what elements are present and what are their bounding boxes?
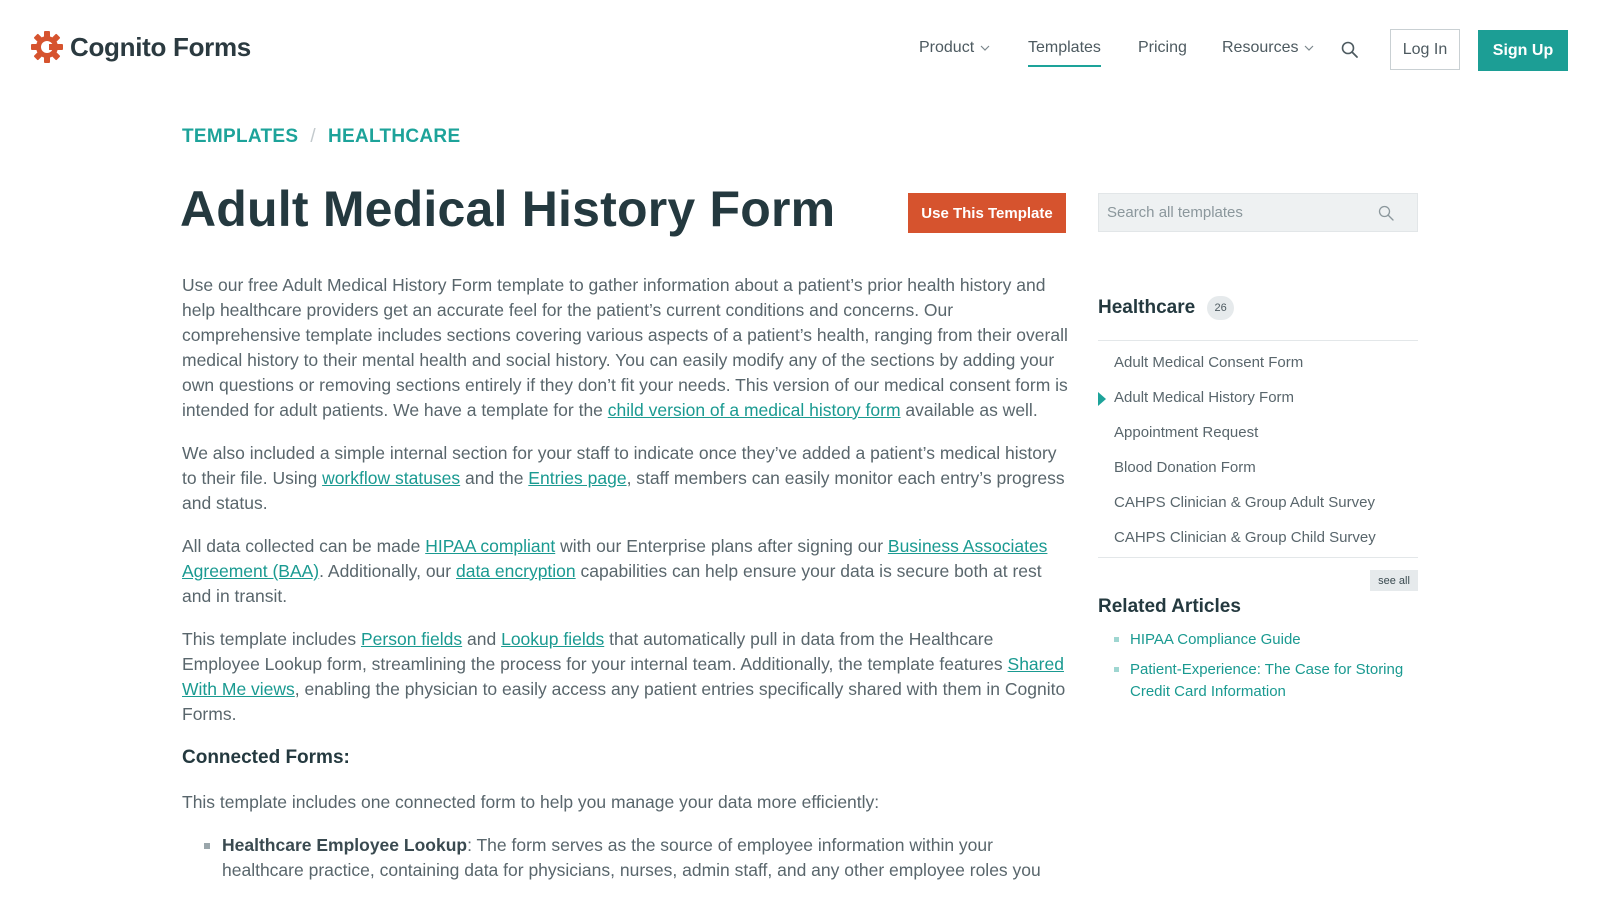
nav-pricing-label: Pricing bbox=[1138, 39, 1187, 56]
text-segment: All data collected can be made bbox=[182, 536, 426, 556]
connected-forms-list bbox=[204, 833, 1068, 883]
text-segment: available as well. bbox=[900, 400, 1038, 420]
text-segment: with our Enterprise plans after signing our bbox=[555, 536, 888, 556]
nav-templates-label: Templates bbox=[1028, 39, 1101, 56]
template-search bbox=[1098, 193, 1418, 232]
data-encryption-link[interactable]: data encryption bbox=[455, 561, 576, 581]
text-segment: This template includes bbox=[182, 629, 361, 649]
nav-product-label: Product bbox=[919, 39, 975, 56]
page-title: Adult Medical History Form bbox=[180, 181, 836, 237]
category-header bbox=[1098, 296, 1234, 320]
search-icon[interactable] bbox=[1377, 204, 1395, 222]
list-item[interactable]: Appointment Request bbox=[1114, 424, 1259, 441]
description-paragraph bbox=[182, 534, 1068, 609]
chevron-down-icon bbox=[980, 43, 990, 53]
connected-form-name: Healthcare Employee Lookup bbox=[222, 835, 468, 855]
nav-product[interactable] bbox=[919, 39, 990, 57]
text-segment: , staff members can easily monitor each entry’s progress and status. bbox=[182, 468, 1065, 513]
text-segment: , enabling the physician to easily access any patient entries specifically shared with them in Cognito Forms. bbox=[182, 679, 1066, 724]
connected-forms-heading: Connected Forms: bbox=[182, 747, 350, 768]
list-item[interactable]: CAHPS Clinician & Group Child Survey bbox=[1114, 529, 1376, 546]
category-template-list bbox=[1098, 340, 1418, 558]
breadcrumb-separator: / bbox=[310, 126, 316, 147]
nav-pricing[interactable] bbox=[1138, 39, 1187, 57]
related-article-link[interactable]: HIPAA Compliance Guide bbox=[1112, 629, 1422, 651]
related-articles-heading: Related Articles bbox=[1098, 596, 1241, 617]
chevron-down-icon bbox=[1304, 43, 1314, 53]
use-template-button[interactable]: Use This Template bbox=[908, 193, 1066, 233]
related-article-link[interactable]: Patient-Experience: The Case for Storing Credit Card Information bbox=[1112, 659, 1422, 703]
connected-form-desc: : The form serves as the source of employee information within your healthcare practice, containing data for physicians, nurses, admin staff, and any other employee roles you bbox=[222, 835, 1041, 880]
brand-name: Cognito Forms bbox=[70, 31, 251, 62]
description-paragraph bbox=[182, 441, 1068, 516]
template-description bbox=[182, 273, 1068, 883]
text-segment: . Additionally, our bbox=[319, 561, 456, 581]
login-button[interactable]: Log In bbox=[1390, 29, 1460, 70]
nav-resources[interactable] bbox=[1222, 39, 1314, 57]
breadcrumb bbox=[182, 126, 460, 148]
list-item[interactable]: Adult Medical Consent Form bbox=[1114, 354, 1304, 371]
list-item[interactable]: CAHPS Clinician & Group Adult Survey bbox=[1114, 494, 1375, 511]
hipaa-compliant-link[interactable]: HIPAA compliant bbox=[425, 536, 556, 556]
breadcrumb-healthcare[interactable]: HEALTHCARE bbox=[327, 126, 461, 147]
nav-resources-label: Resources bbox=[1222, 39, 1299, 56]
description-paragraph bbox=[182, 273, 1068, 423]
baa-link[interactable]: Business Associates Agreement (BAA) bbox=[182, 536, 1048, 581]
text-segment: We also included a simple internal section for your staff to indicate once they’ve added a patient’s medical history to their file. Using bbox=[182, 443, 1057, 488]
connected-forms-intro: This template includes one connected form to help you manage your data more efficiently: bbox=[182, 792, 880, 812]
description-paragraph bbox=[182, 627, 1068, 727]
person-fields-link[interactable]: Person fields bbox=[360, 629, 463, 649]
nav-templates[interactable] bbox=[1028, 39, 1101, 57]
site-header bbox=[0, 0, 1600, 100]
cog-logo-icon bbox=[30, 30, 64, 64]
list-item bbox=[204, 833, 1068, 883]
text-segment: Use our free Adult Medical History Form template to gather information about a patient’s prior health history and help healthcare providers get an accurate feel for the patient’s current conditions and concerns. Our comprehensive template includes sections covering various aspects of a patient’s health, ranging from their overall medical history to their mental health and social history. You can easily modify any of the sections by adding your own questions or removing sections entirely if they don’t fit your needs. This version of our medical consent form is intended for adult patients. We have a template for the bbox=[182, 275, 1068, 420]
entries-page-link[interactable]: Entries page bbox=[528, 468, 627, 488]
category-count-badge: 26 bbox=[1207, 296, 1234, 320]
shared-with-me-link[interactable]: Shared With Me views bbox=[182, 654, 1064, 699]
text-segment: capabilities can help ensure your data is secure both at rest and in transit. bbox=[182, 561, 1042, 606]
search-icon[interactable] bbox=[1340, 40, 1360, 60]
list-item[interactable]: Blood Donation Form bbox=[1114, 459, 1256, 476]
workflow-statuses-link[interactable]: workflow statuses bbox=[322, 468, 461, 488]
brand-logo[interactable] bbox=[30, 30, 251, 64]
related-articles-list bbox=[1112, 629, 1422, 711]
category-title[interactable]: Healthcare bbox=[1098, 297, 1196, 318]
template-search-input[interactable] bbox=[1107, 204, 1377, 221]
list-item-current[interactable]: Adult Medical History Form bbox=[1098, 384, 1418, 419]
signup-button[interactable]: Sign Up bbox=[1478, 30, 1568, 71]
breadcrumb-templates[interactable]: TEMPLATES bbox=[182, 126, 299, 147]
text-segment: and bbox=[462, 629, 502, 649]
text-segment: and the bbox=[460, 468, 529, 488]
see-all-button[interactable]: see all bbox=[1370, 570, 1418, 591]
child-form-link[interactable]: child version of a medical history form bbox=[607, 400, 901, 420]
text-segment: that automatically pull in data from the Healthcare Employee Lookup form, streamlining the process for your internal team. Additionally, the template features bbox=[182, 629, 1008, 674]
lookup-fields-link[interactable]: Lookup fields bbox=[501, 629, 605, 649]
